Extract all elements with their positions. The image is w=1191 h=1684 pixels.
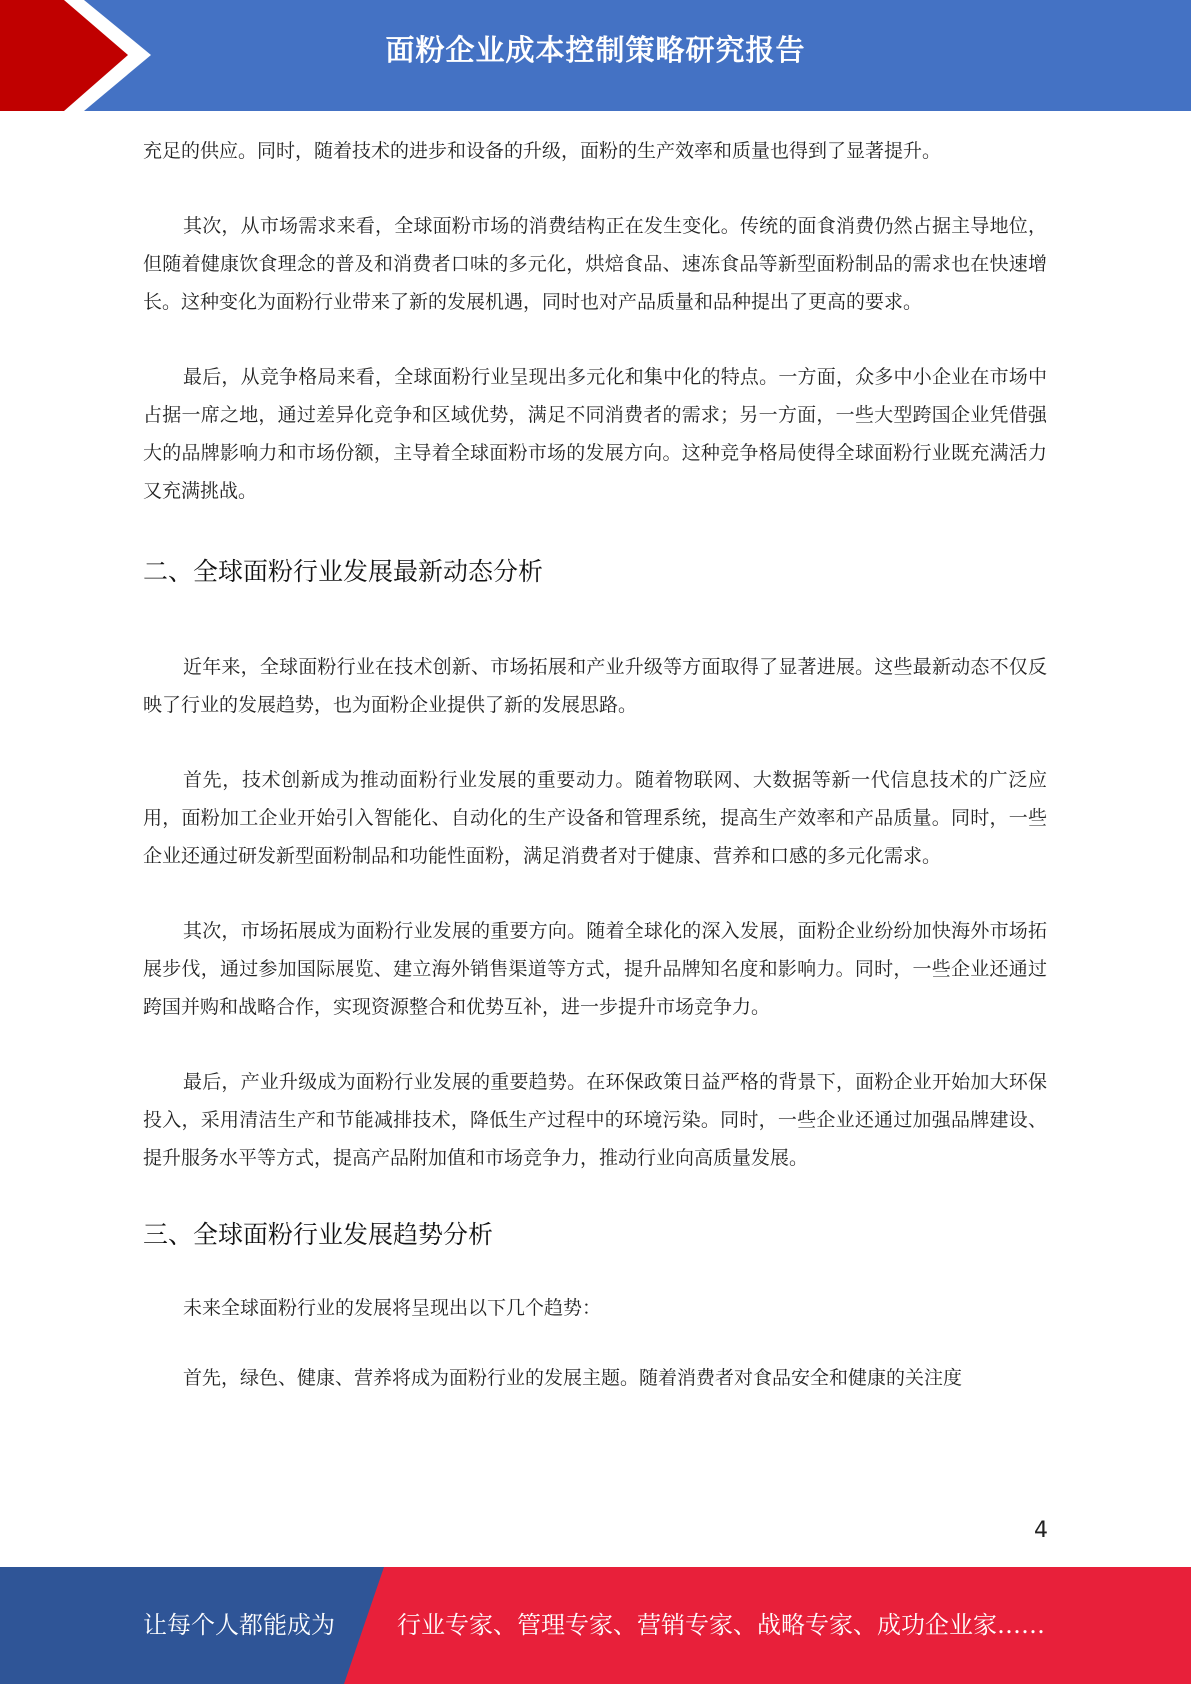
paragraph: 未来全球面粉行业的发展将呈现出以下几个趋势： <box>183 1297 602 1319</box>
paragraph: 其次，市场拓展成为面粉行业发展的重要方向。随着全球化的深入发展，面粉企业纷纷加快海外市场拓展步伐，通过参加国际展览、建立海外销售渠道等方式，提升品牌知名度和影响力。同时，一些企业还通过跨国并购和战略合作，实现资源整合和优势互补，进一步提升市场竞争力。 <box>143 920 1047 1018</box>
footer-slogan-left: 让每个人都能成为 <box>143 1611 335 1639</box>
section-heading: 二、全球面粉行业发展最新动态分析 <box>143 557 544 586</box>
paragraph: 最后，产业升级成为面粉行业发展的重要趋势。在环保政策日益严格的背景下，面粉企业开始加大环保投入，采用清洁生产和节能减排技术，降低生产过程中的环境污染。同时，一些企业还通过加强品牌建设、提升服务水平等方式，提高产品附加值和市场竞争力，推动行业向高质量发展。 <box>143 1071 1047 1169</box>
section-heading: 三、全球面粉行业发展趋势分析 <box>143 1220 494 1249</box>
paragraph: 其次，从市场需求来看，全球面粉市场的消费结构正在发生变化。传统的面食消费仍然占据主导地位，但随着健康饮食理念的普及和消费者口味的多元化，烘焙食品、速冻食品等新型面粉制品的需求也在快速增长。这种变化为面粉行业带来了新的发展机遇，同时也对产品质量和品种提出了更高的要求。 <box>143 215 1047 313</box>
paragraph: 首先，绿色、健康、营养将成为面粉行业的发展主题。随着消费者对食品安全和健康的关注度 <box>183 1367 963 1389</box>
paragraph: 近年来，全球面粉行业在技术创新、市场拓展和产业升级等方面取得了显著进展。这些最新动态不仅反映了行业的发展趋势，也为面粉企业提供了新的发展思路。 <box>143 656 1047 716</box>
page-footer <box>0 1567 1191 1684</box>
footer-slogan-right: 行业专家、管理专家、营销专家、战略专家、成功企业家…… <box>397 1611 1045 1639</box>
document-title: 面粉企业成本控制策略研究报告 <box>385 33 806 67</box>
page-header <box>0 0 1191 111</box>
paragraph: 最后，从竞争格局来看，全球面粉行业呈现出多元化和集中化的特点。一方面，众多中小企业在市场中占据一席之地，通过差异化竞争和区域优势，满足不同消费者的需求；另一方面，一些大型跨国企业凭借强大的品牌影响力和市场份额，主导着全球面粉市场的发展方向。这种竞争格局使得全球面粉行业既充满活力又充满挑战。 <box>143 366 1047 502</box>
paragraph: 充足的供应。同时，随着技术的进步和设备的升级，面粉的生产效率和质量也得到了显著提升。 <box>143 140 942 162</box>
page-number: 4 <box>1034 1518 1048 1543</box>
paragraph: 首先，技术创新成为推动面粉行业发展的重要动力。随着物联网、大数据等新一代信息技术的广泛应用，面粉加工企业开始引入智能化、自动化的生产设备和管理系统，提高生产效率和产品质量。同时，一些企业还通过研发新型面粉制品和功能性面粉，满足消费者对于健康、营养和口感的多元化需求。 <box>143 769 1047 867</box>
document-body <box>143 132 1047 1434</box>
